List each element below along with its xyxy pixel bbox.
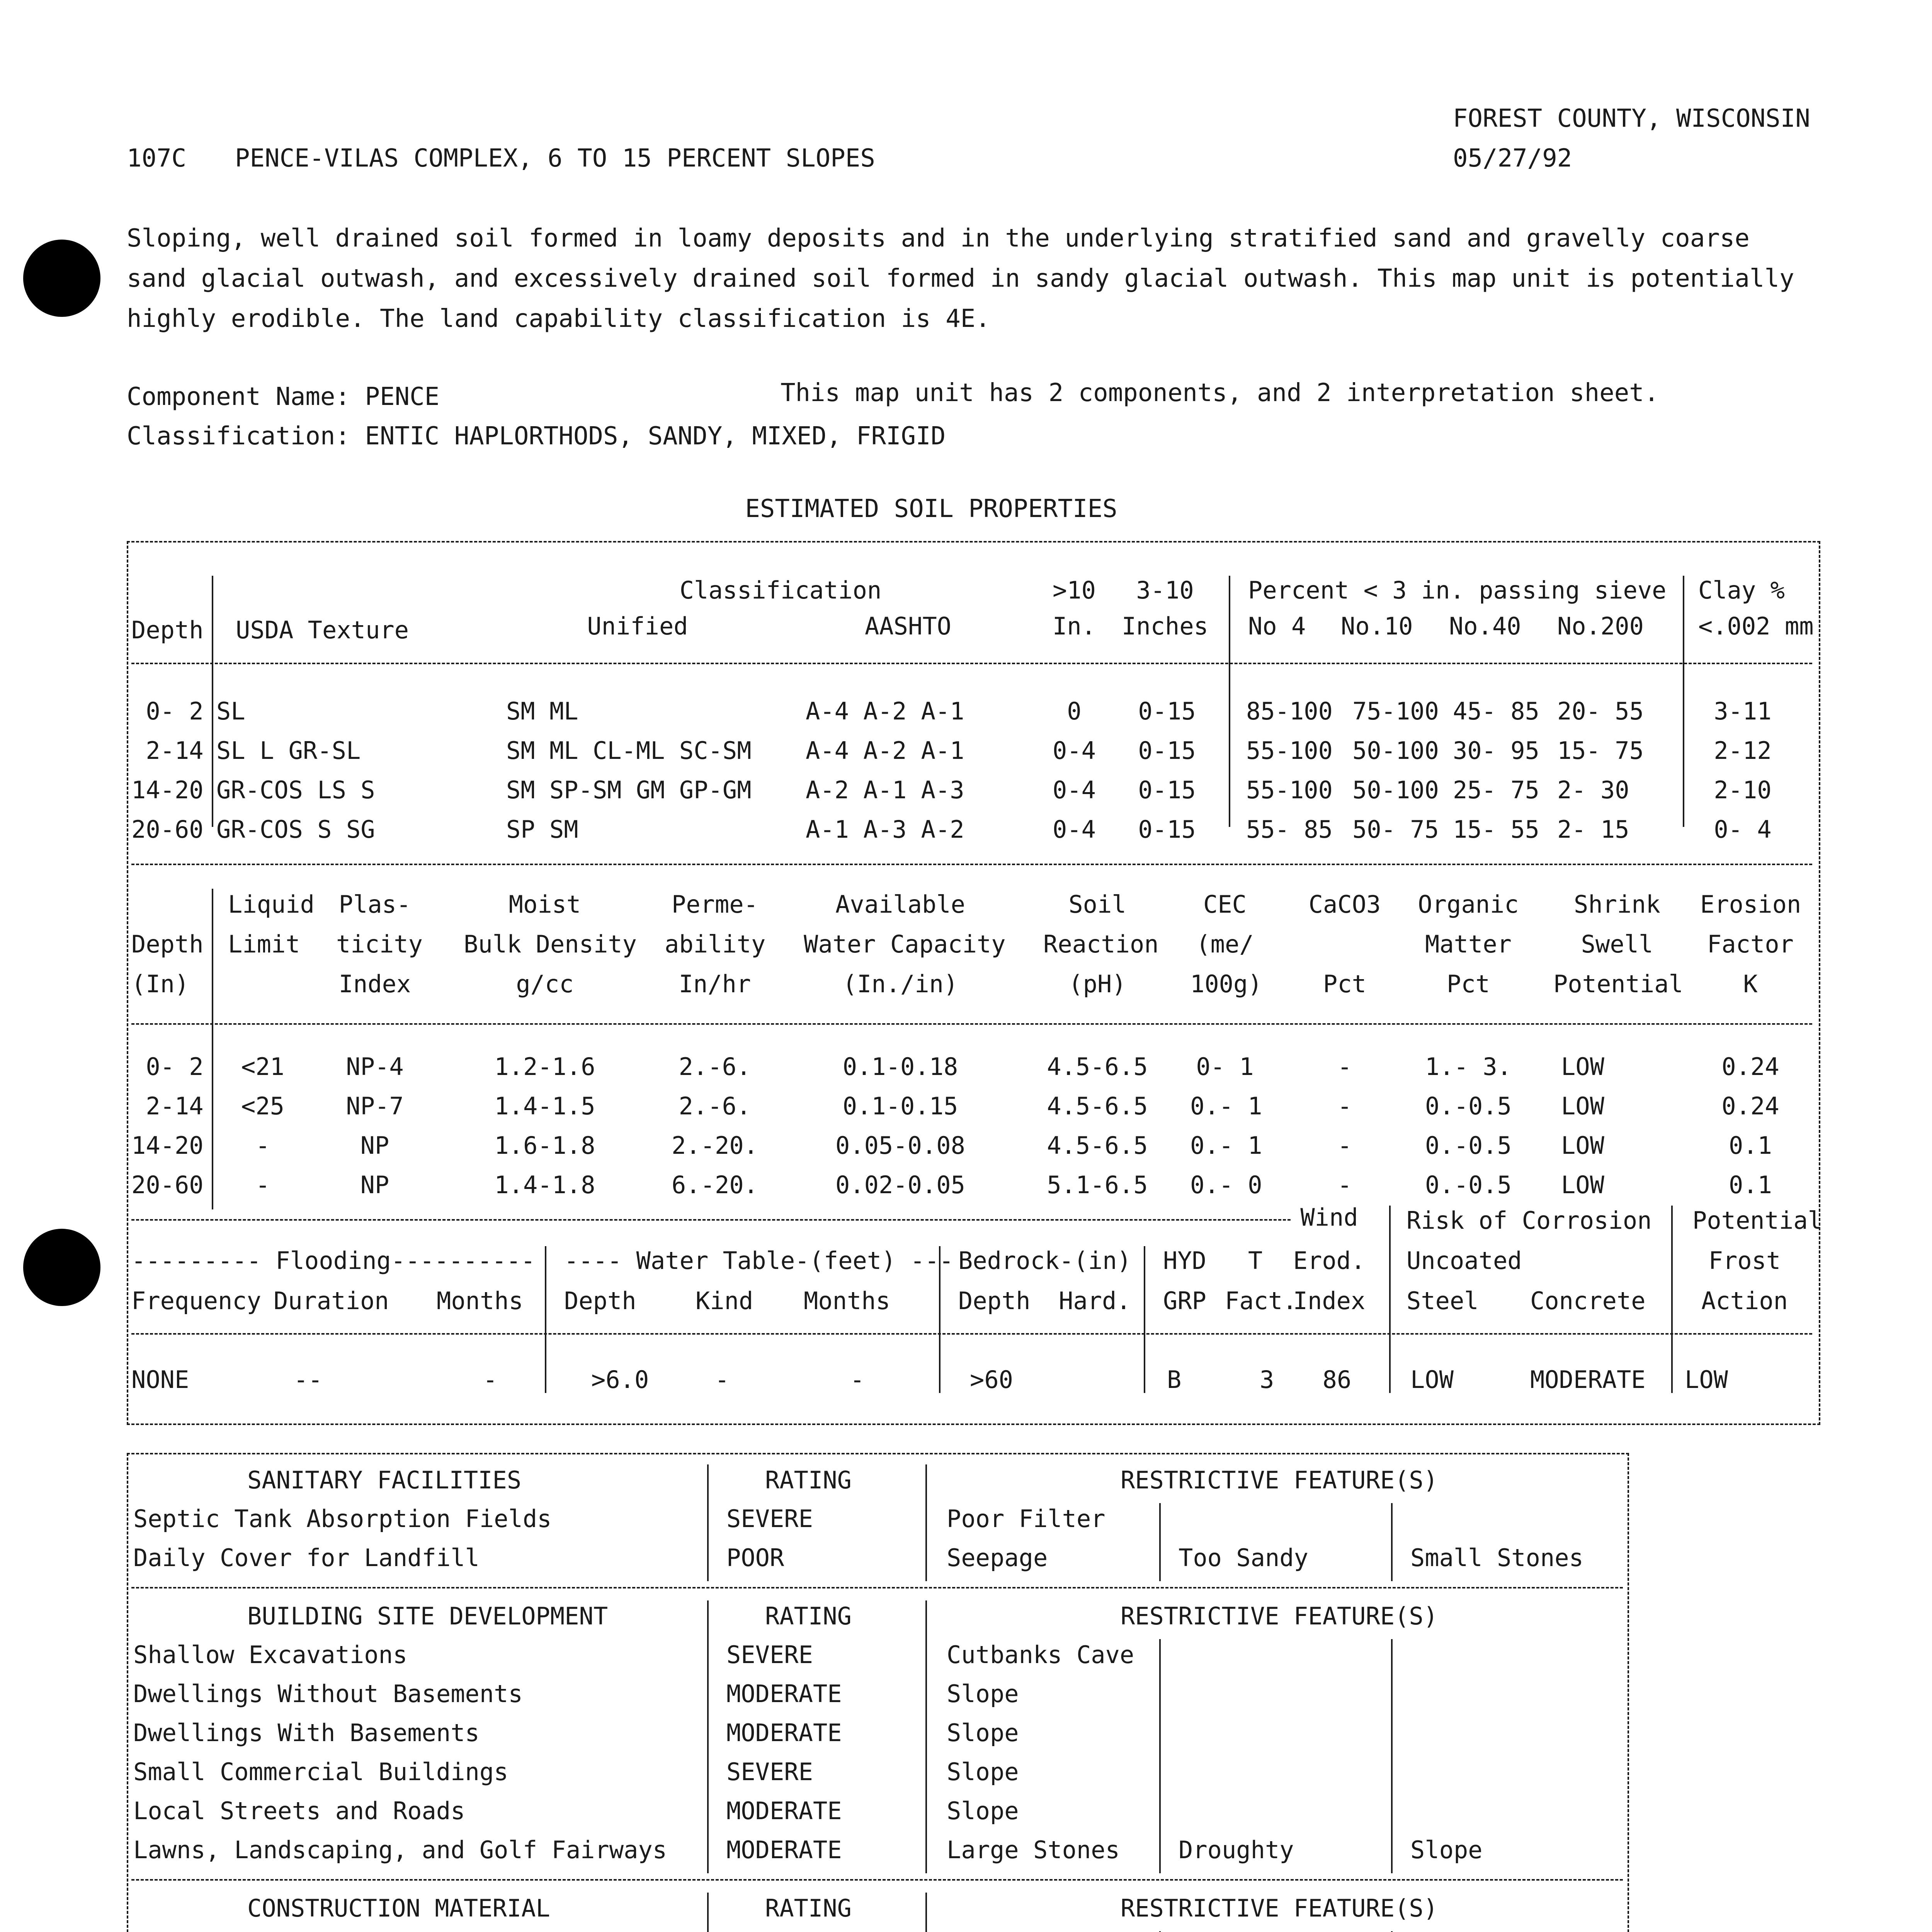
cec-cell: 0.- 0 [1190,1171,1262,1199]
rating-header: RATING [765,1466,852,1494]
bulk-density-cell: 1.4-1.8 [494,1171,595,1199]
no10-cell: 50-100 [1352,776,1439,804]
section-rule [131,1879,1623,1881]
land-use-label: Dwellings With Basements [133,1719,480,1747]
months-value: - [483,1366,498,1394]
bedrock-header: Bedrock-(in) [958,1247,1131,1275]
no10-header: No.10 [1341,612,1413,640]
caco3-cell: - [1337,1131,1352,1160]
cec-header: 100g) [1190,970,1262,998]
section-rule [131,1219,1291,1221]
map-unit-description: Sloping, well drained soil formed in loamy deposits and in the underlying stratified sand and gravelly coarse sand glacial outwash, and excessively drained soil formed in sandy glacial outwash. This map unit is potentially highly erodible. The land capability classification is 4E. [127,224,1794,333]
col-divider [1391,1639,1393,1873]
corrosion-header: Risk of Corrosion [1406,1206,1652,1235]
aashto-cell: A-1 A-3 A-2 [806,815,964,844]
soil-reaction-header: Reaction [1043,930,1159,958]
depth-cell: 2-14 [131,736,204,765]
cec-header: (me/ [1196,930,1254,958]
component-classification: Classification: ENTIC HAPLORTHODS, SANDY, MIXED, FRIGID [127,422,946,451]
soil-reaction-cell: 5.1-6.5 [1047,1171,1148,1199]
feature-1: Slope [947,1758,1019,1786]
col-divider [212,576,213,827]
soil-reaction-header: Soil [1068,890,1126,918]
rating-value: MODERATE [726,1836,842,1864]
county-name: FOREST COUNTY, WISCONSIN [1453,104,1810,133]
col-divider [925,1893,927,1932]
depth-cell: 2-14 [131,1092,204,1120]
restrictive-header: RESTRICTIVE FEATURE(S) [1121,1466,1438,1494]
cec-cell: 0.- 1 [1190,1131,1262,1160]
t-value: 3 [1260,1366,1274,1394]
shrink-swell-cell: LOW [1561,1131,1604,1160]
col-divider [1159,1503,1161,1581]
caco3-cell: - [1337,1053,1352,1081]
t-header: T [1248,1247,1263,1275]
texture-cell: GR-COS S SG [216,815,375,844]
permeability-cell: 2.-6. [679,1053,751,1081]
duration-header: Duration [274,1287,389,1315]
col-divider [1159,1639,1161,1873]
rating-value: POOR [726,1544,784,1572]
caco3-header: CaCO3 [1308,890,1381,918]
aashto-cell: A-4 A-2 A-1 [806,697,964,725]
erosion-factor-cell: 0.24 [1721,1092,1779,1120]
depth-cell: 0- 2 [131,697,204,725]
map-symbol: 107C [127,144,187,173]
no40-cell: 25- 75 [1453,776,1539,804]
unified-cell: SM ML [506,697,578,725]
properties-title: ESTIMATED SOIL PROPERTIES [745,495,1117,523]
no200-cell: 2- 30 [1557,776,1629,804]
no10-cell: 50-100 [1352,736,1439,765]
no200-cell: 20- 55 [1557,697,1644,725]
water-capacity-header: (In./in) [842,970,958,998]
erosion-factor-header: Factor [1707,930,1794,958]
rating-value: MODERATE [726,1797,842,1825]
unified-cell: SP SM [506,815,578,844]
rating-value: MODERATE [726,1719,842,1747]
rating-header: RATING [765,1894,852,1922]
texture-cell: SL L GR-SL [216,736,361,765]
gt10-cell: 0 [1067,697,1082,725]
erosion-factor-cell: 0.24 [1721,1053,1779,1081]
land-use-label: Daily Cover for Landfill [133,1544,480,1572]
feature-1: Large Stones [947,1836,1120,1864]
aashto-header: AASHTO [865,612,951,640]
erosion-factor-cell: 0.1 [1729,1171,1772,1199]
col-divider [925,1464,927,1581]
cec-cell: 0.- 1 [1190,1092,1262,1120]
col-divider [925,1600,927,1873]
bulk-density-header: Bulk Density [464,930,637,958]
section-rule [131,864,1812,865]
texture-cell: GR-COS LS S [216,776,375,804]
gt10-cell: 0-4 [1053,736,1096,765]
frost-value: LOW [1685,1366,1728,1394]
clay-header: Clay % [1698,576,1785,604]
feature-1: Seepage [947,1544,1048,1572]
depth-cell: 20-60 [131,1171,204,1199]
depth-cell: 0- 2 [131,1053,204,1081]
soil-reaction-cell: 4.5-6.5 [1047,1131,1148,1160]
feature-1: Slope [947,1680,1019,1708]
organic-matter-cell: 0.-0.5 [1425,1092,1512,1120]
feature-1: Slope [947,1719,1019,1747]
col-divider [1391,1503,1393,1581]
plasticity-index-cell: NP-4 [346,1053,404,1081]
depth-header: Depth [131,930,204,958]
bulk-density-cell: 1.6-1.8 [494,1131,595,1160]
classification-group-header: Classification [679,576,882,604]
plasticity-index-header: Plas- [338,890,411,918]
shrink-swell-header: Potential [1553,970,1683,998]
organic-matter-cell: 1.- 3. [1425,1053,1512,1081]
col-divider [939,1246,940,1393]
concrete-value: MODERATE [1530,1366,1646,1394]
clay-cell: 2-12 [1714,736,1772,765]
br-depth-value: >60 [970,1366,1013,1394]
organic-matter-header: Matter [1425,930,1512,958]
no4-cell: 85-100 [1246,697,1333,725]
depth-cell: 20-60 [131,815,204,844]
no4-cell: 55- 85 [1246,815,1333,844]
organic-matter-header: Organic [1418,890,1519,918]
col-divider [1671,1206,1673,1393]
water-table-header: ---- Water Table-(feet) --- [564,1247,954,1275]
col-divider [707,1464,709,1581]
bulk-density-cell: 1.4-1.5 [494,1092,595,1120]
clay-unit: <.002 mm [1698,612,1814,640]
clay-cell: 0- 4 [1714,815,1772,844]
liquid-limit-cell: <25 [241,1092,284,1120]
map-unit-name: PENCE-VILAS COMPLEX, 6 TO 15 PERCENT SLOPES [235,144,875,173]
restrictive-header: RESTRICTIVE FEATURE(S) [1121,1894,1438,1922]
col-divider [1389,1206,1391,1393]
bulk-density-header: g/cc [516,970,574,998]
organic-matter-header: Pct [1447,970,1490,998]
erosion-factor-header: K [1743,970,1758,998]
no40-cell: 30- 95 [1453,736,1539,765]
permeability-header: In/hr [679,970,751,998]
flooding-header: --------- Flooding---------- [131,1247,536,1275]
r310-cell: 0-15 [1138,815,1196,844]
depth-header: (In) [131,970,189,998]
unified-cell: SM ML CL-ML SC-SM [506,736,752,765]
frequency-value: NONE [131,1366,189,1394]
liquid-limit-cell: <21 [241,1053,284,1081]
no40-cell: 15- 55 [1453,815,1539,844]
no4-cell: 55-100 [1246,776,1333,804]
organic-matter-cell: 0.-0.5 [1425,1131,1512,1160]
soil-reaction-cell: 4.5-6.5 [1047,1053,1148,1081]
cec-cell: 0- 1 [1196,1053,1254,1081]
steel-value: LOW [1410,1366,1454,1394]
caco3-header: Pct [1323,970,1366,998]
plasticity-index-header: ticity [336,930,423,958]
r310-cell: 0-15 [1138,776,1196,804]
months-header: Months [437,1287,523,1315]
soil-reaction-header: (pH) [1068,970,1126,998]
restrictive-header: RESTRICTIVE FEATURE(S) [1121,1602,1438,1630]
shrink-swell-header: Swell [1581,930,1653,958]
br-depth-header: Depth [958,1287,1031,1315]
water-capacity-cell: 0.05-0.08 [835,1131,965,1160]
hyd-header: HYD [1163,1247,1206,1275]
wind-value: 86 [1322,1366,1352,1394]
water-capacity-header: Available [835,890,965,918]
col-divider [1144,1246,1145,1393]
depth-header: Depth [131,616,204,644]
interp-section-title: SANITARY FACILITIES [247,1466,522,1494]
aashto-cell: A-4 A-2 A-1 [806,736,964,765]
rating-value: SEVERE [726,1505,813,1533]
caco3-cell: - [1337,1171,1352,1199]
clay-cell: 2-10 [1714,776,1772,804]
aashto-cell: A-2 A-1 A-3 [806,776,964,804]
col-divider [545,1246,546,1393]
cec-header: CEC [1203,890,1247,918]
no10-cell: 50- 75 [1352,815,1439,844]
wind-erod-header: Wind [1300,1203,1358,1231]
permeability-cell: 2.-20. [672,1131,758,1160]
rating-header: RATING [765,1602,852,1630]
land-use-label: Local Streets and Roads [133,1797,465,1825]
caco3-cell: - [1337,1092,1352,1120]
kind-header: Kind [696,1287,753,1315]
feature-2: Droughty [1179,1836,1294,1864]
water-capacity-cell: 0.02-0.05 [835,1171,965,1199]
wt-depth-header: Depth [564,1287,636,1315]
feature-1: Cutbanks Cave [947,1641,1134,1669]
component-name: Component Name: PENCE [127,383,440,411]
header-rule [131,1333,1812,1335]
texture-header: USDA Texture [236,616,409,644]
header-rule [131,1023,1812,1025]
r310-cell: 0-15 [1138,697,1196,725]
land-use-label: Lawns, Landscaping, and Golf Fairways [133,1836,667,1864]
kind-value: - [715,1366,730,1394]
col-divider [212,889,213,1209]
punch-hole [23,1229,100,1306]
depth-cell: 14-20 [131,1131,204,1160]
no10-cell: 75-100 [1352,697,1439,725]
rating-value: SEVERE [726,1758,813,1786]
steel-header: Steel [1406,1287,1479,1315]
liquid-limit-header: Liquid [228,890,315,918]
land-use-label: Small Commercial Buildings [133,1758,509,1786]
col-divider [707,1600,709,1873]
erosion-factor-header: Erosion [1700,890,1801,918]
feature-3: Slope [1410,1836,1483,1864]
no200-header: No.200 [1557,612,1644,640]
no200-cell: 2- 15 [1557,815,1629,844]
water-capacity-cell: 0.1-0.15 [842,1092,958,1120]
liquid-limit-header: Limit [228,930,300,958]
water-capacity-cell: 0.1-0.18 [842,1053,958,1081]
fact-header: Fact. [1225,1287,1297,1315]
frost-header: Potential [1692,1206,1822,1235]
wt-months-value: - [850,1366,865,1394]
organic-matter-cell: 0.-0.5 [1425,1171,1512,1199]
interp-section-title: BUILDING SITE DEVELOPMENT [247,1602,608,1630]
r310-unit: Inches [1122,612,1208,640]
gt10-cell: 0-4 [1053,776,1096,804]
bulk-density-header: Moist [509,890,581,918]
uncoated-header: Uncoated [1406,1247,1522,1275]
unified-cell: SM SP-SM GM GP-GM [506,776,752,804]
gt10-unit: In. [1053,612,1096,640]
gt10-header: >10 [1053,576,1096,604]
soil-reaction-cell: 4.5-6.5 [1047,1092,1148,1120]
no40-cell: 45- 85 [1453,697,1539,725]
col-divider [707,1893,709,1932]
col-divider [1683,576,1684,827]
hard-header: Hard. [1059,1287,1131,1315]
hyd-value: B [1167,1366,1182,1394]
clay-cell: 3-11 [1714,697,1772,725]
frequency-header: Frequency [131,1287,261,1315]
wind-erod-label: Erod. [1293,1247,1366,1275]
rating-value: MODERATE [726,1680,842,1708]
shrink-swell-cell: LOW [1561,1171,1604,1199]
shrink-swell-cell: LOW [1561,1053,1604,1081]
shrink-swell-header: Shrink [1574,890,1660,918]
component-note: This map unit has 2 components, and 2 interpretation sheet. [781,379,1659,407]
r310-header: 3-10 [1136,576,1194,604]
plasticity-index-header: Index [338,970,411,998]
interp-section-title: CONSTRUCTION MATERIAL [247,1894,550,1922]
grp-header: GRP [1163,1287,1206,1315]
frost-label: Frost [1708,1247,1781,1275]
no40-header: No.40 [1449,612,1521,640]
unified-header: Unified [587,612,688,640]
wt-depth-value: >6.0 [591,1366,649,1394]
plasticity-index-cell: NP [360,1131,389,1160]
texture-cell: SL [216,697,245,725]
liquid-limit-cell: - [255,1131,270,1160]
water-capacity-header: Water Capacity [804,930,1006,958]
liquid-limit-cell: - [255,1171,270,1199]
no4-header: No 4 [1248,612,1306,640]
land-use-label: Dwellings Without Basements [133,1680,523,1708]
permeability-cell: 6.-20. [672,1171,758,1199]
report-date: 05/27/92 [1453,144,1572,173]
permeability-header: ability [665,930,766,958]
depth-cell: 14-20 [131,776,204,804]
header-rule [131,663,1812,664]
land-use-label: Septic Tank Absorption Fields [133,1505,552,1533]
feature-1: Poor Filter [947,1505,1105,1533]
percent-passing-header: Percent < 3 in. passing sieve [1248,576,1667,604]
index-header: Index [1293,1287,1366,1315]
permeability-header: Perme- [672,890,758,918]
col-divider [1229,576,1230,827]
section-rule [131,1587,1623,1588]
bulk-density-cell: 1.2-1.6 [494,1053,595,1081]
feature-3: Small Stones [1410,1544,1583,1572]
gt10-cell: 0-4 [1053,815,1096,844]
no200-cell: 15- 75 [1557,736,1644,765]
shrink-swell-cell: LOW [1561,1092,1604,1120]
feature-1: Slope [947,1797,1019,1825]
concrete-header: Concrete [1530,1287,1646,1315]
punch-hole [23,240,100,317]
action-header: Action [1701,1287,1788,1315]
erosion-factor-cell: 0.1 [1729,1131,1772,1160]
no4-cell: 55-100 [1246,736,1333,765]
wt-months-header: Months [804,1287,890,1315]
rating-value: SEVERE [726,1641,813,1669]
plasticity-index-cell: NP [360,1171,389,1199]
r310-cell: 0-15 [1138,736,1196,765]
feature-2: Too Sandy [1179,1544,1308,1572]
land-use-label: Shallow Excavations [133,1641,408,1669]
plasticity-index-cell: NP-7 [346,1092,404,1120]
duration-value: -- [294,1366,323,1394]
permeability-cell: 2.-6. [679,1092,751,1120]
